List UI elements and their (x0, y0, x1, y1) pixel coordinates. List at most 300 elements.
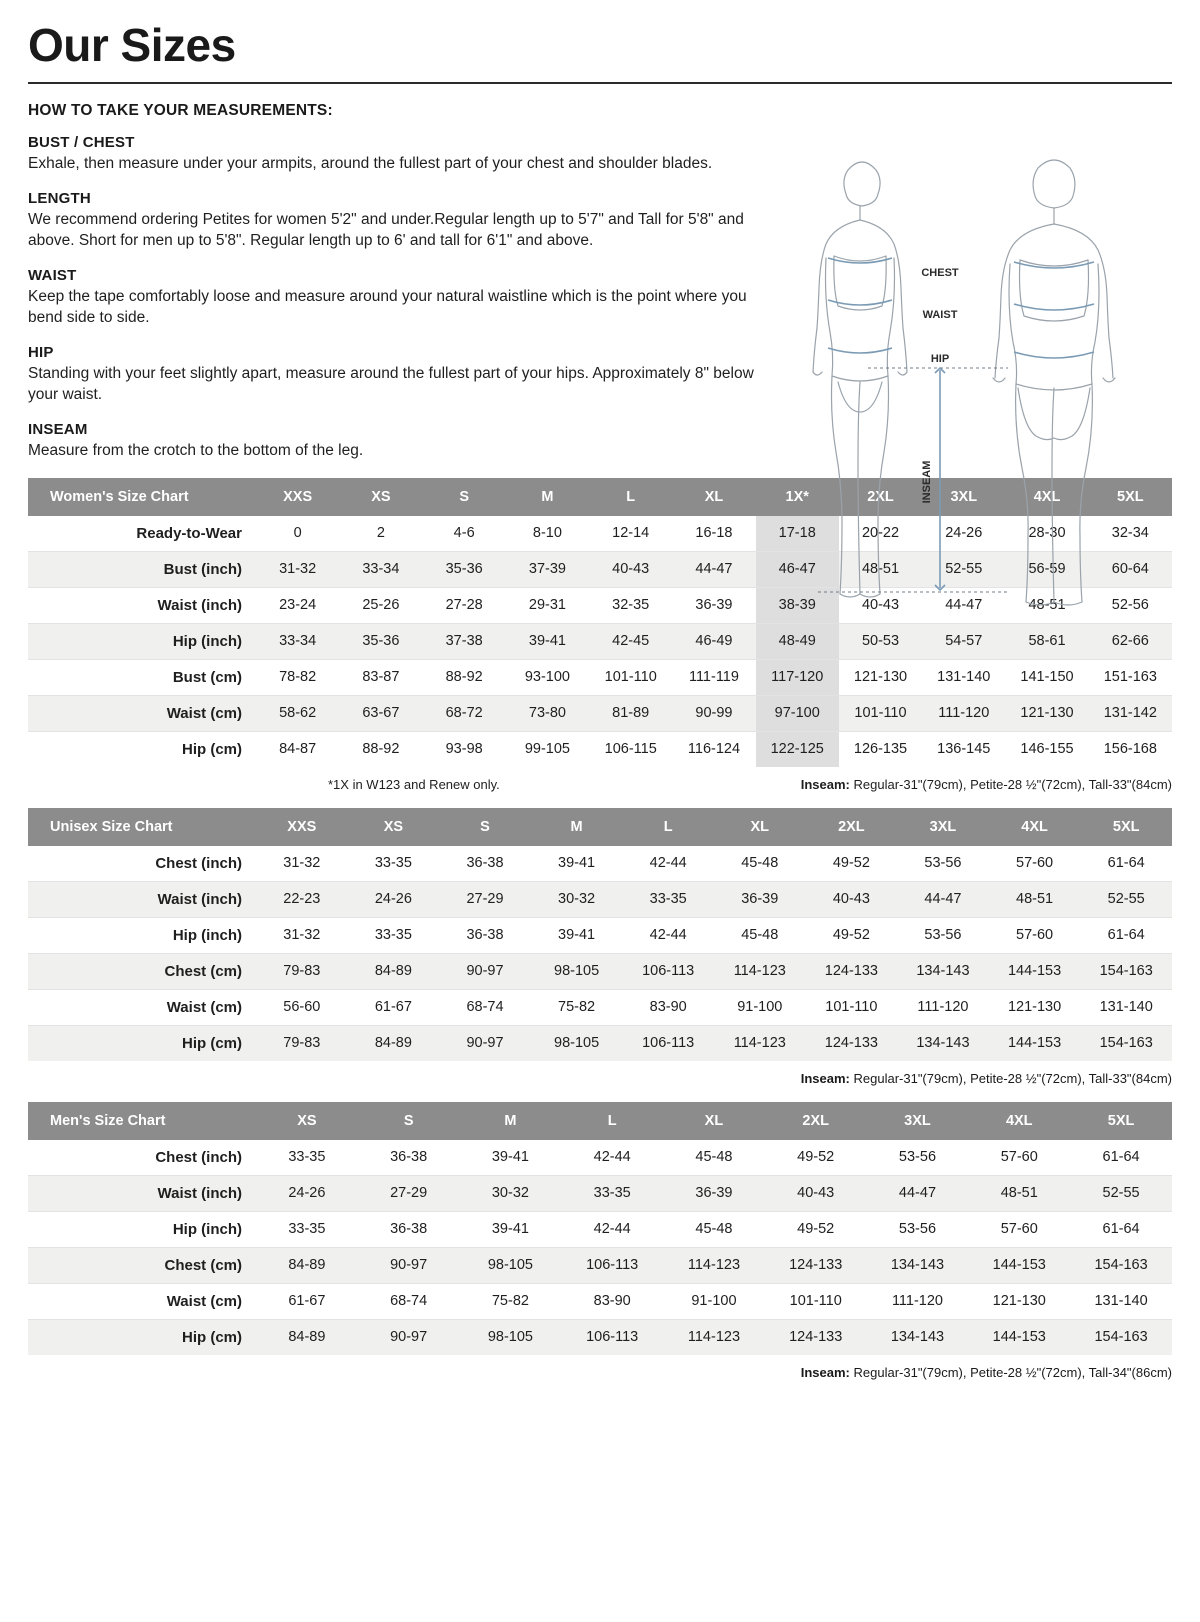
table-cell: 39-41 (531, 917, 623, 953)
table-row (28, 989, 1172, 1025)
table-cell: 25-26 (339, 587, 422, 623)
table-cell: 48-51 (839, 551, 922, 587)
table-cell: 88-92 (362, 741, 400, 758)
table-cell: 27-29 (358, 1175, 460, 1211)
womens-inseam-note (801, 777, 1172, 792)
table-cell: 42-44 (561, 1211, 663, 1247)
column-header: XS (339, 478, 422, 516)
column-header: XL (663, 1102, 765, 1140)
guide-label-length: LENGTH (28, 190, 91, 208)
guide-text-bust-chest: Exhale, then measure under your armpits, around the fullest part of your chest and shoulder blades. (28, 155, 713, 172)
table-cell: 84-87 (279, 741, 317, 758)
table-cell: 62-66 (1089, 623, 1172, 659)
table-cell: 151-163 (1089, 659, 1172, 695)
column-header: L (561, 1102, 663, 1140)
female-figure (813, 162, 907, 597)
table-row (28, 659, 1172, 695)
table-cell: 16-18 (672, 516, 755, 552)
unisex-inseam-note (28, 1071, 1172, 1086)
table-cell: 141-150 (1005, 659, 1088, 695)
row-label: Chest (cm) (28, 1247, 256, 1283)
table-cell: 93-100 (506, 659, 589, 695)
table-cell: 31-32 (256, 846, 348, 882)
table-header-row (28, 808, 1172, 846)
table-cell: 131-140 (1070, 1283, 1172, 1319)
table-cell: 28-30 (1005, 516, 1088, 552)
guide-label-inseam: INSEAM (28, 421, 88, 439)
table-cell: 111-120 (897, 989, 989, 1025)
table-cell: 52-55 (1080, 881, 1172, 917)
guide-heading: HOW TO TAKE YOUR MEASUREMENTS: (28, 102, 333, 119)
table-cell: 31-32 (256, 917, 348, 953)
table-cell: 98-105 (531, 953, 623, 989)
table-cell: 2 (339, 516, 422, 552)
table-cell: 106-113 (561, 1247, 663, 1283)
title-divider (28, 82, 1172, 84)
table-cell: 88-92 (423, 659, 506, 695)
table-cell: 122-125 (756, 731, 839, 767)
table-cell: 106-115 (604, 741, 657, 758)
row-label: Waist (cm) (28, 989, 256, 1025)
table-cell: 61-64 (1080, 846, 1172, 882)
table-cell: 91-100 (663, 1283, 765, 1319)
table-cell: 45-48 (714, 846, 806, 882)
table-cell: 106-113 (561, 1319, 663, 1355)
table-cell: 60-64 (1089, 551, 1172, 587)
table-cell: 30-32 (531, 881, 623, 917)
table-cell: 121-130 (1005, 695, 1088, 731)
table-cell: 101-110 (589, 659, 672, 695)
table-cell: 57-60 (989, 846, 1081, 882)
table-header-row (28, 1102, 1172, 1140)
table-cell: 36-38 (439, 917, 531, 953)
guide-label-waist: WAIST (28, 267, 77, 285)
table-cell: 131-142 (1089, 695, 1172, 731)
column-header: M (531, 808, 623, 846)
table-cell: 40-43 (589, 551, 672, 587)
table-cell: 49-52 (765, 1140, 867, 1176)
table-cell: 52-55 (1070, 1175, 1172, 1211)
table-cell: 23-24 (256, 587, 339, 623)
row-label: Hip (cm) (28, 1319, 256, 1355)
table-cell: 38-39 (756, 587, 839, 623)
table-cell: 134-143 (867, 1247, 969, 1283)
table-cell: 84-89 (256, 1247, 358, 1283)
column-header: XL (672, 478, 755, 516)
guide-text-length: We recommend ordering Petites for women 5'2" and under.Regular length up to 5'7" and Tall for 5'8" and above. Short for men up to 5'8". Regular length up to 6' and tall for 6'1" and above. (28, 211, 744, 249)
table-cell: 33-35 (561, 1175, 663, 1211)
table-cell: 101-110 (806, 989, 898, 1025)
table-cell: 37-38 (423, 623, 506, 659)
womens-inseam-text: Regular-31"(79cm), Petite-28 ½"(72cm), Tall-33"(84cm) (849, 776, 1172, 792)
womens-footnote: *1X in W123 and Renew only. (328, 776, 500, 792)
table-cell: 39-41 (460, 1211, 562, 1247)
table-cell: 33-35 (348, 846, 440, 882)
table-cell: 97-100 (756, 695, 839, 731)
table-row (28, 1283, 1172, 1319)
table-cell: 53-56 (897, 846, 989, 882)
table-cell: 154-163 (1080, 953, 1172, 989)
page-title: Our Sizes (28, 19, 236, 71)
column-header: 3XL (867, 1102, 969, 1140)
table-cell: 83-90 (622, 989, 714, 1025)
table-cell: 61-67 (256, 1283, 358, 1319)
table-cell: 48-51 (1005, 587, 1088, 623)
table-row (28, 623, 1172, 659)
table-row (28, 695, 1172, 731)
inseam-line (935, 368, 945, 590)
table-cell: 39-41 (506, 623, 589, 659)
table-cell: 37-39 (506, 551, 589, 587)
table-cell: 46-49 (672, 623, 755, 659)
table-row (28, 731, 1172, 767)
column-header: S (423, 478, 506, 516)
column-header: L (622, 808, 714, 846)
column-header: XXS (256, 808, 348, 846)
table-cell: 58-61 (1005, 623, 1088, 659)
table-cell: 144-153 (989, 953, 1081, 989)
table-cell: 52-56 (1089, 587, 1172, 623)
column-header: 1X* (756, 478, 839, 516)
table-row (28, 1175, 1172, 1211)
table-cell: 40-43 (839, 587, 922, 623)
table-cell: 101-110 (839, 695, 922, 731)
table-row (28, 881, 1172, 917)
table-cell: 33-35 (256, 1140, 358, 1176)
column-header: M (460, 1102, 562, 1140)
table-cell: 12-14 (589, 516, 672, 552)
table-cell: 121-130 (968, 1283, 1070, 1319)
table-cell: 121-130 (839, 659, 922, 695)
table-cell: 116-124 (687, 741, 741, 758)
table-row (28, 1247, 1172, 1283)
table-cell: 42-45 (589, 623, 672, 659)
table-cell: 27-29 (439, 881, 531, 917)
table-cell: 79-83 (256, 953, 348, 989)
row-label: Ready-to-Wear (28, 516, 256, 552)
table-cell: 49-52 (806, 917, 898, 953)
table-cell: 84-89 (348, 953, 440, 989)
table-cell: 68-74 (439, 989, 531, 1025)
column-header: XXS (256, 478, 339, 516)
row-label: Waist (cm) (28, 1283, 256, 1319)
unisex-size-chart-block (28, 808, 1172, 1086)
mens-size-chart-block (28, 1102, 1172, 1380)
table-cell: 124-133 (806, 953, 898, 989)
table-cell: 90-97 (439, 953, 531, 989)
table-row (28, 1140, 1172, 1176)
table-cell: 48-49 (756, 623, 839, 659)
table-cell: 61-67 (348, 989, 440, 1025)
table-cell: 124-133 (765, 1247, 867, 1283)
table-cell: 111-119 (672, 659, 755, 695)
row-label: Chest (inch) (28, 846, 256, 882)
table-cell: 53-56 (897, 917, 989, 953)
table-cell: 48-51 (989, 881, 1081, 917)
table-cell: 45-48 (663, 1211, 765, 1247)
table-cell: 33-35 (256, 1211, 358, 1247)
column-header: 5XL (1080, 808, 1172, 846)
column-header: L (589, 478, 672, 516)
table-cell: 78-82 (256, 659, 339, 695)
size-guide-page (0, 19, 1200, 1622)
mens-inseam-text: Regular-31"(79cm), Petite-28 ½"(72cm), Tall-34"(86cm) (849, 1364, 1172, 1380)
table-cell: 93-98 (445, 741, 483, 758)
table-cell: 35-36 (339, 623, 422, 659)
table-cell: 154-163 (1070, 1247, 1172, 1283)
column-header: 2XL (806, 808, 898, 846)
table-cell: 98-105 (460, 1319, 562, 1355)
table-cell: 44-47 (897, 881, 989, 917)
table-cell: 22-23 (256, 881, 348, 917)
table-cell: 33-35 (348, 917, 440, 953)
table-cell: 33-34 (256, 623, 339, 659)
table-cell: 101-110 (765, 1283, 867, 1319)
column-header: 4XL (989, 808, 1081, 846)
mens-inseam-note (28, 1365, 1172, 1380)
table-title-cell: Women's Size Chart (28, 478, 256, 516)
table-cell: 56-59 (1005, 551, 1088, 587)
womens-notes (28, 777, 1172, 792)
table-cell: 46-47 (756, 551, 839, 587)
table-cell: 83-90 (561, 1283, 663, 1319)
mens-inseam-label: Inseam: (800, 1364, 850, 1380)
table-cell: 114-123 (663, 1247, 765, 1283)
table-cell: 4-6 (423, 516, 506, 552)
table-cell: 24-26 (922, 516, 1005, 552)
table-cell: 36-39 (714, 881, 806, 917)
row-label: Hip (inch) (28, 1211, 256, 1247)
table-cell: 90-97 (358, 1319, 460, 1355)
measurement-guide (28, 102, 768, 462)
table-cell: 84-89 (348, 1025, 440, 1061)
table-cell: 79-83 (256, 1025, 348, 1061)
table-cell: 61-64 (1080, 917, 1172, 953)
guide-label-hip: HIP (28, 344, 54, 362)
table-cell: 32-34 (1089, 516, 1172, 552)
unisex-inseam-label: Inseam: (800, 1070, 850, 1086)
table-cell: 63-67 (339, 695, 422, 731)
table-cell: 36-39 (672, 587, 755, 623)
table-cell: 144-153 (968, 1247, 1070, 1283)
table-cell: 131-140 (922, 659, 1005, 695)
table-cell: 29-31 (506, 587, 589, 623)
table-cell: 30-32 (460, 1175, 562, 1211)
table-cell: 99-105 (524, 741, 570, 758)
table-cell: 49-52 (765, 1211, 867, 1247)
column-header: S (439, 808, 531, 846)
table-cell: 146-155 (1020, 741, 1074, 758)
table-cell: 24-26 (348, 881, 440, 917)
table-cell: 68-74 (358, 1283, 460, 1319)
table-cell: 91-100 (714, 989, 806, 1025)
table-cell: 84-89 (256, 1319, 358, 1355)
table-row (28, 1319, 1172, 1355)
table-cell: 81-89 (589, 695, 672, 731)
table-cell: 156-168 (1103, 741, 1157, 758)
table-cell: 98-105 (531, 1025, 623, 1061)
table-cell: 57-60 (989, 917, 1081, 953)
body-measurement-figures (788, 130, 1178, 610)
table-cell: 35-36 (423, 551, 506, 587)
table-cell: 75-82 (460, 1283, 562, 1319)
column-header: M (506, 478, 589, 516)
table-cell: 61-64 (1070, 1211, 1172, 1247)
row-label: Hip (cm) (182, 740, 242, 758)
column-header: 3XL (897, 808, 989, 846)
table-cell: 57-60 (968, 1211, 1070, 1247)
table-cell: 73-80 (506, 695, 589, 731)
row-label: Chest (inch) (28, 1140, 256, 1176)
table-cell: 126-135 (853, 741, 908, 758)
table-cell: 39-41 (531, 846, 623, 882)
table-cell: 40-43 (806, 881, 898, 917)
row-label: Bust (cm) (28, 659, 256, 695)
row-label: Waist (cm) (28, 695, 256, 731)
table-cell: 114-123 (714, 1025, 806, 1061)
table-cell: 50-53 (839, 623, 922, 659)
table-row (28, 917, 1172, 953)
column-header: 4XL (1005, 478, 1088, 516)
row-label: Hip (inch) (28, 917, 256, 953)
table-cell: 44-47 (867, 1175, 969, 1211)
table-cell: 68-72 (423, 695, 506, 731)
row-label: Waist (inch) (28, 881, 256, 917)
table-cell: 98-105 (460, 1247, 562, 1283)
womens-inseam-label: Inseam: (800, 776, 850, 792)
table-cell: 45-48 (663, 1140, 765, 1176)
column-header: 3XL (922, 478, 1005, 516)
table-cell: 27-28 (423, 587, 506, 623)
table-cell: 131-140 (1080, 989, 1172, 1025)
table-row (28, 1025, 1172, 1061)
male-figure (993, 160, 1115, 605)
table-row (28, 953, 1172, 989)
table-cell: 36-38 (358, 1140, 460, 1176)
row-label: Waist (inch) (28, 1175, 256, 1211)
table-cell: 42-44 (622, 846, 714, 882)
table-cell: 40-43 (765, 1175, 867, 1211)
table-row (28, 846, 1172, 882)
table-cell: 8-10 (506, 516, 589, 552)
table-cell: 49-52 (806, 846, 898, 882)
table-cell: 36-39 (663, 1175, 765, 1211)
table-cell: 36-38 (358, 1211, 460, 1247)
table-cell: 53-56 (867, 1140, 969, 1176)
column-header: 5XL (1089, 478, 1172, 516)
row-label: Bust (inch) (28, 551, 256, 587)
table-cell: 90-97 (358, 1247, 460, 1283)
column-header: XS (348, 808, 440, 846)
unisex-size-chart (28, 808, 1172, 1061)
table-row (28, 1211, 1172, 1247)
row-label: Hip (cm) (28, 1025, 256, 1061)
table-title-cell: Unisex Size Chart (28, 808, 256, 846)
hip-label: HIP (930, 353, 950, 365)
table-cell: 57-60 (968, 1140, 1070, 1176)
table-cell: 144-153 (989, 1025, 1081, 1061)
table-cell: 31-32 (256, 551, 339, 587)
table-cell: 61-64 (1070, 1140, 1172, 1176)
column-header: 2XL (839, 478, 922, 516)
column-header: XS (256, 1102, 358, 1140)
table-cell: 44-47 (922, 587, 1005, 623)
measurement-lines (828, 258, 1094, 358)
table-cell: 58-62 (256, 695, 339, 731)
table-cell: 56-60 (256, 989, 348, 1025)
table-cell: 154-163 (1080, 1025, 1172, 1061)
table-cell: 53-56 (867, 1211, 969, 1247)
table-cell: 33-34 (339, 551, 422, 587)
table-cell: 44-47 (672, 551, 755, 587)
inseam-label: INSEAM (921, 460, 933, 504)
table-cell: 45-48 (714, 917, 806, 953)
column-header: 5XL (1070, 1102, 1172, 1140)
table-cell: 52-55 (922, 551, 1005, 587)
table-cell: 0 (256, 516, 339, 552)
unisex-inseam-text: Regular-31"(79cm), Petite-28 ½"(72cm), Tall-33"(84cm) (849, 1070, 1172, 1086)
table-cell: 33-35 (622, 881, 714, 917)
table-cell: 54-57 (922, 623, 1005, 659)
table-cell: 42-44 (622, 917, 714, 953)
table-cell: 124-133 (806, 1025, 898, 1061)
table-cell: 17-18 (756, 516, 839, 552)
table-title-cell: Men's Size Chart (28, 1102, 256, 1140)
guide-text-hip: Standing with your feet slightly apart, measure around the fullest part of your hips. Approximately 8" below your waist. (28, 365, 754, 403)
table-cell: 124-133 (765, 1319, 867, 1355)
table-cell: 106-113 (622, 953, 714, 989)
chest-label: CHEST (921, 267, 959, 279)
waist-label: WAIST (922, 309, 958, 321)
row-label: Hip (inch) (28, 623, 256, 659)
table-cell: 114-123 (714, 953, 806, 989)
guide-text-inseam: Measure from the crotch to the bottom of the leg. (28, 442, 364, 460)
table-cell: 111-120 (867, 1283, 969, 1319)
guide-label-bust-chest: BUST / CHEST (28, 134, 135, 151)
table-cell: 90-97 (439, 1025, 531, 1061)
column-header: 4XL (968, 1102, 1070, 1140)
table-cell: 111-120 (922, 695, 1005, 731)
table-cell: 106-113 (622, 1025, 714, 1061)
row-label: Chest (cm) (28, 953, 256, 989)
table-cell: 42-44 (561, 1140, 663, 1176)
row-label: Waist (inch) (28, 587, 256, 623)
table-cell: 121-130 (989, 989, 1081, 1025)
table-cell: 36-38 (439, 846, 531, 882)
table-cell: 32-35 (589, 587, 672, 623)
guide-text-waist: Keep the tape comfortably loose and measure around your natural waistline which is the point where you bend side to side. (28, 288, 747, 326)
table-cell: 48-51 (968, 1175, 1070, 1211)
table-cell: 144-153 (968, 1319, 1070, 1355)
table-cell: 75-82 (531, 989, 623, 1025)
table-cell: 136-145 (937, 741, 991, 758)
column-header: S (358, 1102, 460, 1140)
table-cell: 117-120 (756, 659, 839, 695)
column-header: 2XL (765, 1102, 867, 1140)
table-cell: 134-143 (897, 953, 989, 989)
inseam-guides (818, 368, 1008, 592)
column-header: XL (714, 808, 806, 846)
table-cell: 134-143 (897, 1025, 989, 1061)
table-cell: 134-143 (867, 1319, 969, 1355)
table-cell: 154-163 (1070, 1319, 1172, 1355)
figures-svg (788, 130, 1178, 610)
table-cell: 24-26 (256, 1175, 358, 1211)
table-cell: 90-99 (672, 695, 755, 731)
table-cell: 39-41 (460, 1140, 562, 1176)
mens-size-chart (28, 1102, 1172, 1355)
table-cell: 20-22 (839, 516, 922, 552)
